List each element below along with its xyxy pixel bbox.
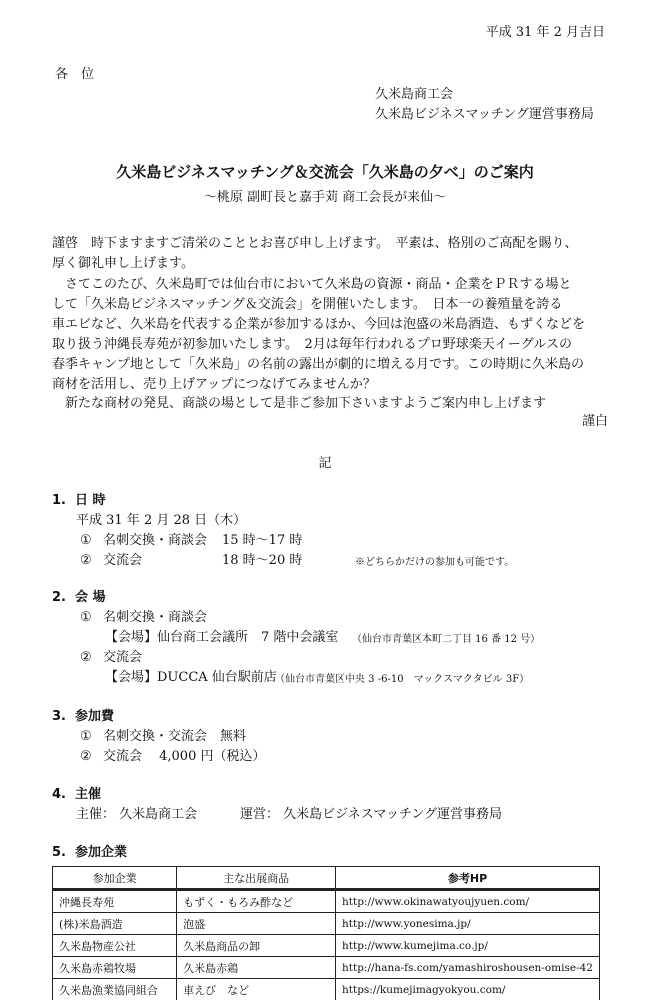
companies-table: [52, 866, 600, 1000]
issue-date: 平成 31 年 2 月吉日: [485, 25, 605, 40]
company-cell: (株)米島酒造: [53, 913, 177, 935]
table-row: [53, 913, 600, 935]
table-row: [53, 957, 600, 979]
ki-heading: 記: [318, 456, 332, 471]
body-line: して「久米島ビジネスマッチング＆交流会」を開催いたします。 日本一の養殖量を誇る: [52, 297, 563, 312]
subtitle: ～桃原 副町長と嘉手苅 商工会長が来仙～: [203, 190, 447, 205]
table-row: [53, 890, 600, 913]
url-link[interactable]: http://www.kumejima.co.jp/: [336, 935, 600, 957]
item-marker: ②: [80, 650, 92, 665]
product-cell: 久米島赤鶏: [177, 957, 336, 979]
column-header: 主な出展商品: [177, 867, 336, 890]
item-marker: ①: [80, 610, 92, 625]
venue-name: 【会場】DUCCA 仙台駅前店: [105, 670, 277, 685]
url-link[interactable]: http://hana-fs.com/yamashiroshousen-omise-42: [336, 957, 600, 979]
body-line: 謹啓 時下ますますご清栄のこととお喜び申し上げます。 平素は、格別のご高配を賜り、: [52, 236, 578, 251]
addressee: 各 位: [55, 67, 95, 82]
event-date: 平成 31 年 2 月 28 日（木）: [76, 513, 247, 528]
url-link[interactable]: http://www.okinawatyoujyuen.com/: [336, 890, 600, 913]
item-marker: ②: [80, 553, 92, 568]
product-cell: もずく・もろみ酢など: [177, 890, 336, 913]
section-title-datetime: 日 時: [75, 493, 106, 508]
schedule-time: 18 時～20 時: [222, 553, 303, 568]
company-cell: 久米島赤鶏牧場: [53, 957, 177, 979]
body-line: 車エビなど、久米島を代表する企業が参加するほか、今回は泡盛の米島酒造、もずくなどを: [52, 317, 586, 332]
section-number: 2.: [52, 590, 66, 605]
item-marker: ①: [80, 729, 92, 744]
body-line: 取り扱う沖縄長寿苑が初参加いたします。 2月は毎年行われるプロ野球楽天イーグルスの: [52, 337, 572, 352]
column-header: 参考HP: [336, 867, 600, 890]
section-title-organizer: 主催: [75, 787, 102, 802]
schedule-time: 15 時～17 時: [222, 533, 303, 548]
sender-org: 久米島商工会: [375, 87, 454, 102]
fee-item: 交流会 4,000 円（税込）: [103, 749, 266, 764]
company-cell: 久米島漁業協同組合: [53, 979, 177, 1000]
table-row: [53, 979, 600, 1000]
item-marker: ①: [80, 533, 92, 548]
schedule-label: 名刺交換・商談会: [103, 533, 208, 548]
body-line: 商材を活用し、売り上げアップにつなげてみませんか？: [52, 377, 376, 392]
product-cell: 車えび など: [177, 979, 336, 1000]
sender-office: 久米島ビジネスマッチング運営事務局: [375, 107, 594, 122]
section-title-fee: 参加費: [75, 709, 115, 724]
venue-label: 交流会: [103, 650, 143, 665]
section-number: 3.: [52, 709, 66, 724]
section-title-companies: 参加企業: [75, 845, 128, 860]
table-row: [53, 935, 600, 957]
column-header: 参加企業: [53, 867, 177, 890]
schedule-label: 交流会: [103, 553, 143, 568]
company-cell: 久米島物産公社: [53, 935, 177, 957]
venue-label: 名刺交換・商談会: [103, 610, 208, 625]
url-link[interactable]: https://kumejimagyokyou.com/: [336, 979, 600, 1000]
operator-text: 運営： 久米島ビジネスマッチング運営事務局: [240, 807, 503, 822]
product-cell: 久米島商品の卸: [177, 935, 336, 957]
section-title-venue: 会 場: [75, 590, 106, 605]
venue-address: （仙台市青葉区本町二丁目 16 番 12 号）: [352, 634, 541, 645]
fee-item: 名刺交換・交流会 無料: [103, 729, 247, 744]
url-link[interactable]: http://www.yonesima.jp/: [336, 913, 600, 935]
table-header-row: [53, 867, 600, 890]
venue-name: 【会場】仙台商工会議所 7 階中会議室: [105, 630, 339, 645]
company-cell: 沖縄長寿苑: [53, 890, 177, 913]
section-number: 4.: [52, 787, 66, 802]
section-number: 1.: [52, 493, 66, 508]
product-cell: 泡盛: [177, 913, 336, 935]
item-marker: ②: [80, 749, 92, 764]
body-line: 新たな商材の発見、商談の場として是非ご参加下さいますようご案内申し上げます: [52, 396, 547, 411]
body-line: 春季キャンプ地として「久米島」の名前の露出が劇的に増える月です。この時期に久米島の: [52, 357, 584, 372]
venue-address: （仙台市青葉区中央 3 -6-10 マックスマクタビル 3F）: [275, 674, 530, 685]
closing: 謹白: [581, 414, 608, 429]
body-line: さてこのたび、久米島町では仙台市において久米島の資源・商品・企業をＰＲする場と: [52, 277, 572, 292]
schedule-note: ※どちらかだけの参加も可能です。: [355, 557, 515, 568]
host-text: 主催： 久米島商工会: [76, 807, 198, 822]
body-line: 厚く御礼申し上げます。: [52, 256, 194, 271]
page-title: 久米島ビジネスマッチング＆交流会「久米島の夕べ」のご案内: [116, 163, 534, 181]
section-number: 5.: [52, 845, 66, 860]
